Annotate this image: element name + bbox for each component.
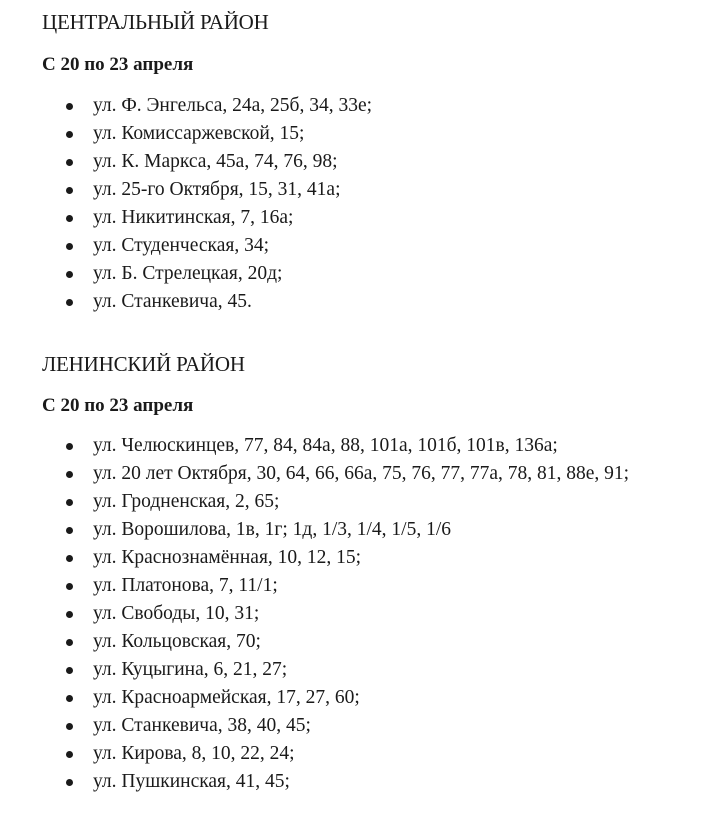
list-item <box>0 288 720 316</box>
district-title-central: ЦЕНТРАЛЬНЫЙ РАЙОН <box>42 10 269 34</box>
address-text: ул. Станкевича, 45. <box>93 291 252 312</box>
bullet-icon <box>66 527 73 534</box>
list-item <box>0 656 720 684</box>
list-item <box>0 628 720 656</box>
address-text: ул. Гродненская, 2, 65; <box>93 491 280 512</box>
bullet-icon <box>66 471 73 478</box>
address-text: ул. Никитинская, 7, 16а; <box>93 207 294 228</box>
address-list-lenin <box>0 432 720 796</box>
list-item <box>0 176 720 204</box>
bullet-icon <box>66 187 73 194</box>
bullet-icon <box>66 695 73 702</box>
list-item <box>0 488 720 516</box>
bullet-icon <box>66 723 73 730</box>
address-text: ул. Кирова, 8, 10, 22, 24; <box>93 743 295 764</box>
address-text: ул. Пушкинская, 41, 45; <box>93 771 290 792</box>
address-text: ул. Краснознамённая, 10, 12, 15; <box>93 547 362 568</box>
date-range-lenin: С 20 по 23 апреля <box>42 395 194 416</box>
list-item <box>0 204 720 232</box>
list-item <box>0 460 720 488</box>
address-text: ул. Ворошилова, 1в, 1г; 1д, 1/3, 1/4, 1/5, 1/6 <box>93 519 452 540</box>
address-text: ул. Челюскинцев, 77, 84, 84а, 88, 101а, 101б, 101в, 136а; <box>93 435 558 456</box>
list-item <box>0 120 720 148</box>
bullet-icon <box>66 271 73 278</box>
address-text: ул. К. Маркса, 45а, 74, 76, 98; <box>93 151 338 172</box>
list-item <box>0 92 720 120</box>
bullet-icon <box>66 499 73 506</box>
list-item <box>0 768 720 796</box>
address-list-central <box>0 92 720 316</box>
list-item <box>0 544 720 572</box>
district-title-lenin: ЛЕНИНСКИЙ РАЙОН <box>42 352 245 376</box>
address-text: ул. Кольцовская, 70; <box>93 631 261 652</box>
list-item <box>0 148 720 176</box>
address-text: ул. Студенческая, 34; <box>93 235 269 256</box>
date-range-central: С 20 по 23 апреля <box>42 54 194 75</box>
list-item <box>0 684 720 712</box>
list-item <box>0 600 720 628</box>
list-item <box>0 232 720 260</box>
list-item <box>0 740 720 768</box>
bullet-icon <box>66 667 73 674</box>
address-text: ул. 25-го Октября, 15, 31, 41а; <box>93 179 341 200</box>
address-text: ул. Куцыгина, 6, 21, 27; <box>93 659 288 680</box>
list-item <box>0 516 720 544</box>
list-item <box>0 712 720 740</box>
address-text: ул. Б. Стрелецкая, 20д; <box>93 263 283 284</box>
address-text: ул. Ф. Энгельса, 24а, 25б, 34, 33е; <box>93 95 373 116</box>
bullet-icon <box>66 555 73 562</box>
address-text: ул. Свободы, 10, 31; <box>93 603 260 624</box>
list-item <box>0 432 720 460</box>
list-item <box>0 260 720 288</box>
bullet-icon <box>66 159 73 166</box>
address-text: ул. Красноармейская, 17, 27, 60; <box>93 687 360 708</box>
bullet-icon <box>66 131 73 138</box>
bullet-icon <box>66 751 73 758</box>
bullet-icon <box>66 583 73 590</box>
bullet-icon <box>66 611 73 618</box>
bullet-icon <box>66 639 73 646</box>
bullet-icon <box>66 215 73 222</box>
list-item <box>0 572 720 600</box>
address-text: ул. 20 лет Октября, 30, 64, 66, 66а, 75, 76, 77, 77а, 78, 81, 88е, 91; <box>93 463 630 484</box>
address-text: ул. Платонова, 7, 11/1; <box>93 575 278 596</box>
bullet-icon <box>66 443 73 450</box>
address-text: ул. Станкевича, 38, 40, 45; <box>93 715 311 736</box>
address-text: ул. Комиссаржевской, 15; <box>93 123 305 144</box>
bullet-icon <box>66 299 73 306</box>
bullet-icon <box>66 779 73 786</box>
bullet-icon <box>66 103 73 110</box>
bullet-icon <box>66 243 73 250</box>
